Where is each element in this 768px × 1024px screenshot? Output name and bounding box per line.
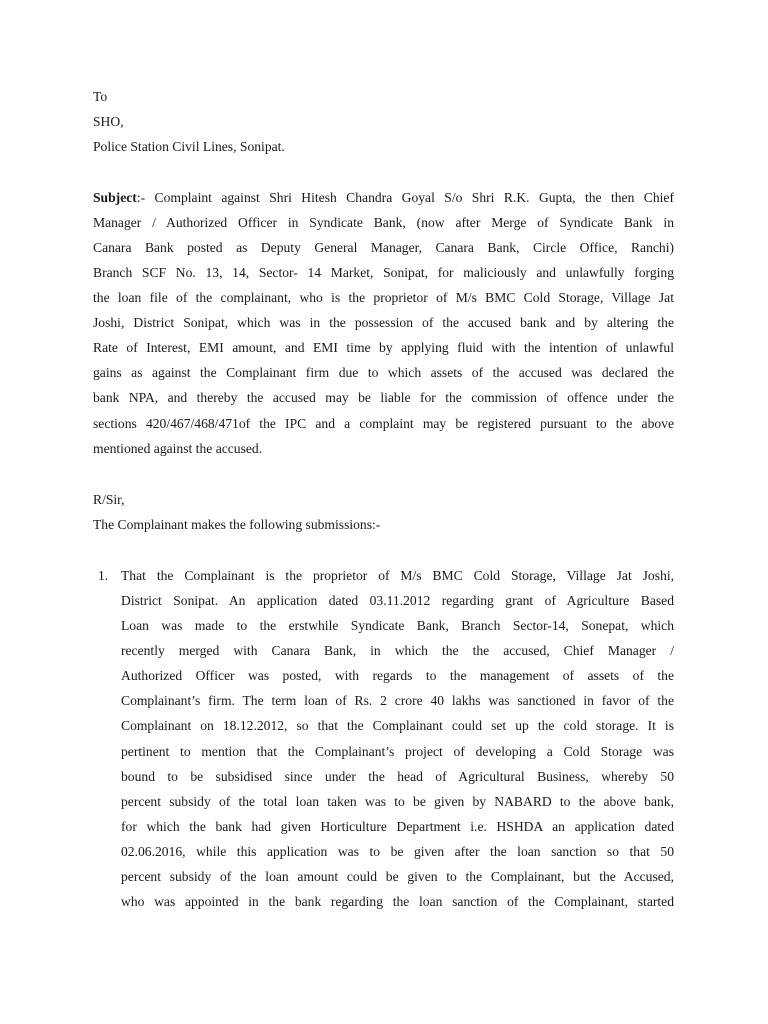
subject-line-2: Manager / Authorized Officer in Syndicate Bank, (now after Merge of Syndicate Bank in [93, 215, 674, 230]
subject-line-7: Rate of Interest, EMI amount, and EMI time by applying fluid with the intention of unlawful [93, 340, 674, 355]
point-1-line-13: percent subsidy of the loan amount could be given to the Complainant, but the Accused, [121, 869, 674, 884]
salutation: R/Sir, [93, 492, 125, 507]
point-1-line-7: Complainant on 18.12.2012, so that the Complainant could set up the cold storage. It is [121, 718, 674, 733]
subject-line-5: the loan file of the complainant, who is the proprietor of M/s BMC Cold Storage, Village Jat [93, 290, 674, 305]
subject-line-9: bank NPA, and thereby the accused may be liable for the commission of offence under the [93, 390, 674, 405]
point-1-line-11: for which the bank had given Horticulture Department i.e. HSHDA an application dated [121, 819, 674, 834]
subject-line-4: Branch SCF No. 13, 14, Sector- 14 Market, Sonipat, for maliciously and unlawfully forging [93, 265, 674, 280]
point-1-line-5: Authorized Officer was posted, with regards to the management of assets of the [121, 668, 674, 683]
address-sho: SHO, [93, 114, 124, 129]
point-1-line-6: Complainant’s firm. The term loan of Rs. 2 crore 40 lakhs was sanctioned in favor of the [121, 693, 674, 708]
subject-label: Subject [93, 190, 137, 205]
subject-line-8: gains as against the Complainant firm due to which assets of the accused was declared the [93, 365, 674, 380]
point-1-line-12: 02.06.2016, while this application was to be given after the loan sanction so that 50 [121, 844, 674, 859]
point-1-line-14: who was appointed in the bank regarding the loan sanction of the Complainant, started [121, 894, 674, 909]
subject-line-3: Canara Bank posted as Deputy General Manager, Canara Bank, Circle Office, Ranchi) [93, 240, 674, 255]
point-number: 1. [98, 568, 109, 583]
subject-line-6: Joshi, District Sonipat, which was in the possession of the accused bank and by altering the [93, 315, 674, 330]
subject-line-1: Subject:- Complaint against Shri Hitesh Chandra Goyal S/o Shri R.K. Gupta, the then Chief [93, 190, 674, 205]
subject-line-10: sections 420/467/468/471of the IPC and a complaint may be registered pursuant to the above [93, 416, 674, 431]
address-station: Police Station Civil Lines, Sonipat. [93, 139, 285, 154]
point-1-line-3: Loan was made to the erstwhile Syndicate Bank, Branch Sector-14, Sonepat, which [121, 618, 674, 633]
point-1-line-2: District Sonipat. An application dated 03.11.2012 regarding grant of Agriculture Based [121, 593, 674, 608]
point-1-line-8: pertinent to mention that the Complainant’s project of developing a Cold Storage was [121, 744, 674, 759]
point-1-line-10: percent subsidy of the total loan taken was to be given by NABARD to the above bank, [121, 794, 674, 809]
address-to: To [93, 89, 108, 104]
subject-line-11: mentioned against the accused. [93, 441, 263, 456]
point-1-line-1: That the Complainant is the proprietor of M/s BMC Cold Storage, Village Jat Joshi, [121, 568, 674, 583]
point-1-line-4: recently merged with Canara Bank, in which the the accused, Chief Manager / [121, 643, 674, 658]
point-1-line-9: bound to be subsidised since under the head of Agricultural Business, whereby 50 [121, 769, 674, 784]
intro-text: The Complainant makes the following submissions:- [93, 517, 381, 532]
